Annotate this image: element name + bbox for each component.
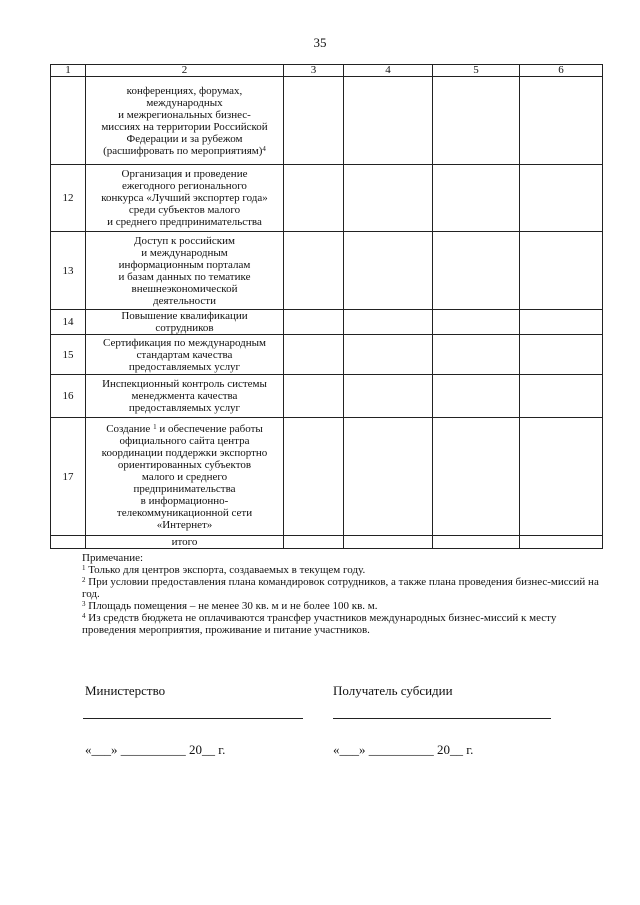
table-row	[51, 418, 603, 536]
page-number: 35	[313, 35, 327, 50]
row-name-text: предпринимательства	[133, 482, 236, 495]
row-name	[86, 335, 284, 375]
notes-title: Примечание:	[82, 552, 144, 564]
row-name-text: предоставляемых услуг	[128, 402, 241, 414]
recipient-label: Получатель субсидии	[333, 683, 453, 698]
row-number: 13	[51, 232, 86, 310]
value-cell	[520, 165, 603, 232]
row-name-text: среди субъектов малого	[128, 204, 241, 216]
value-cell	[433, 335, 520, 375]
value-cell	[284, 536, 344, 549]
row-name-line	[88, 235, 281, 247]
value-cell	[344, 335, 433, 375]
table-row	[51, 232, 603, 310]
note-number: 2	[82, 576, 86, 584]
table-row	[51, 77, 603, 165]
row-name-line	[88, 435, 281, 447]
row-name-line	[88, 471, 281, 483]
row-name	[86, 418, 284, 536]
note-item	[82, 600, 602, 612]
value-cell	[344, 165, 433, 232]
value-cell	[520, 536, 603, 549]
row-name-line	[88, 536, 281, 548]
footnote-ref: 4	[262, 144, 266, 153]
ministry-signature-line	[83, 718, 303, 719]
value-cell	[520, 77, 603, 165]
row-name-text: координации поддержки экспортно	[101, 446, 268, 459]
value-cell	[433, 310, 520, 335]
value-cell	[284, 310, 344, 335]
value-cell	[344, 375, 433, 418]
value-cell	[520, 335, 603, 375]
note-text: Площадь помещения – не менее 30 кв. м и не более 100 кв. м.	[88, 600, 378, 612]
row-name	[86, 165, 284, 232]
row-number: 17	[51, 418, 86, 536]
value-cell	[433, 418, 520, 536]
row-number	[51, 536, 86, 549]
value-cell	[344, 310, 433, 335]
table-row	[51, 165, 603, 232]
row-name-text: конференциях, форумах,	[126, 84, 243, 97]
row-number: 14	[51, 310, 86, 335]
row-name-line	[88, 180, 281, 192]
row-name-text: Инспекционный контроль системы	[102, 378, 267, 390]
row-name-text: международных	[146, 96, 223, 109]
note-text: Из средств бюджета не оплачиваются трансфер участников международных бизнес-миссий к месту проведения мероприятия, проживание и питание участников.	[82, 612, 557, 636]
row-name-line	[88, 349, 281, 361]
row-name-text: и среднего предпринимательства	[107, 216, 262, 228]
row-name-text: Федерации и за рубежом	[126, 132, 243, 145]
note-text: Только для центров экспорта, создаваемых в текущем году.	[88, 564, 366, 576]
row-name-line	[88, 390, 281, 402]
row-name-line	[88, 283, 281, 295]
row-name	[86, 375, 284, 418]
ministry-label: Министерство	[85, 683, 166, 698]
value-cell	[344, 77, 433, 165]
row-name-line	[88, 109, 281, 121]
row-name-line	[88, 495, 281, 507]
row-name-line	[88, 483, 281, 495]
row-name-line	[88, 204, 281, 216]
ministry-date-line: «___» __________ 20__ г.	[85, 742, 226, 757]
row-name	[86, 77, 284, 165]
notes-block	[82, 552, 602, 636]
value-cell	[433, 77, 520, 165]
row-name-line	[88, 402, 281, 414]
row-name-text: ежегодного регионального	[122, 180, 247, 192]
row-name	[86, 310, 284, 335]
value-cell	[520, 375, 603, 418]
value-cell	[520, 418, 603, 536]
row-name-line	[88, 247, 281, 259]
row-name-prefix: Создание	[106, 422, 154, 435]
row-name-text: телекоммуникационной сети	[116, 506, 253, 519]
column-header: 6	[520, 65, 603, 77]
row-name-text: деятельности	[153, 294, 216, 307]
row-name-line	[88, 322, 281, 334]
column-header: 3	[284, 65, 344, 77]
column-header: 1	[51, 65, 86, 77]
row-name-text: ориентированных субъектов	[117, 458, 252, 471]
note-number: 3	[82, 600, 86, 608]
row-name-text: миссиях на территории Российской	[101, 120, 268, 133]
row-name-line	[88, 97, 281, 109]
row-name-text: итого	[171, 536, 198, 548]
row-name-line	[88, 507, 281, 519]
row-name-text: информационным порталам	[118, 258, 251, 271]
row-name-text: Доступ к российским	[134, 234, 235, 247]
note-item	[82, 564, 602, 576]
value-cell	[520, 232, 603, 310]
row-name-line	[88, 271, 281, 283]
table-row	[51, 335, 603, 375]
row-name-text: и базам данных по тематике	[118, 270, 251, 283]
note-item	[82, 576, 602, 600]
row-name-text: конкурса «Лучший экспортер года»	[101, 192, 268, 204]
row-name-line	[88, 145, 281, 157]
footnote-ref: 1	[153, 422, 157, 431]
row-name-text: и международным	[141, 246, 228, 259]
row-name-text: в информационно-	[140, 494, 229, 507]
value-cell	[344, 536, 433, 549]
row-name	[86, 232, 284, 310]
row-name-text: малого и среднего	[141, 470, 228, 483]
note-item	[82, 612, 602, 636]
value-cell	[284, 375, 344, 418]
row-name-line	[88, 216, 281, 228]
row-name-line	[88, 310, 281, 322]
note-text: При условии предоставления плана командировок сотрудников, а также плана проведения бизнес-миссий на год.	[82, 576, 599, 600]
row-name-text: и обеспечение работы	[159, 422, 263, 435]
row-number: 15	[51, 335, 86, 375]
row-name-text: стандартам качества	[136, 348, 233, 361]
column-header: 4	[344, 65, 433, 77]
row-name-text: предоставляемых услуг	[128, 360, 241, 373]
row-number: 12	[51, 165, 86, 232]
value-cell	[433, 536, 520, 549]
note-number: 4	[82, 612, 86, 620]
row-name-line	[88, 447, 281, 459]
row-name-line	[88, 519, 281, 531]
row-name-line	[88, 378, 281, 390]
note-number: 1	[82, 564, 86, 572]
row-number: 16	[51, 375, 86, 418]
row-name-text: внешнеэкономической	[131, 282, 238, 295]
row-number	[51, 77, 86, 165]
row-name-text: официального сайта центра	[119, 434, 250, 447]
value-cell	[344, 232, 433, 310]
table-row	[51, 310, 603, 335]
expense-table	[50, 64, 603, 549]
value-cell	[284, 77, 344, 165]
table-header-row	[51, 65, 603, 77]
row-name-text: Организация и проведение	[121, 168, 248, 180]
table-row	[51, 375, 603, 418]
row-name-line	[88, 423, 281, 435]
row-name-text: менеджмента качества	[131, 390, 238, 402]
value-cell	[433, 375, 520, 418]
row-name-line	[88, 361, 281, 373]
column-header: 2	[86, 65, 284, 77]
value-cell	[433, 165, 520, 232]
row-name-line	[88, 168, 281, 180]
row-name-line	[88, 121, 281, 133]
row-name-text: Повышение квалификации	[121, 310, 248, 322]
row-name-text: (расшифровать по мероприятиям)	[103, 144, 263, 157]
row-name-text: сотрудников	[155, 322, 214, 334]
row-name-text: и межрегиональных бизнес-	[118, 108, 251, 121]
value-cell	[284, 335, 344, 375]
row-name-line	[88, 295, 281, 307]
value-cell	[284, 165, 344, 232]
value-cell	[284, 232, 344, 310]
table-row	[51, 536, 603, 549]
row-name-line	[88, 133, 281, 145]
value-cell	[520, 310, 603, 335]
row-name-line	[88, 85, 281, 97]
row-name-line	[88, 259, 281, 271]
recipient-date-line: «___» __________ 20__ г.	[333, 742, 474, 757]
row-name	[86, 536, 284, 549]
value-cell	[433, 232, 520, 310]
row-name-line	[88, 337, 281, 349]
row-name-text: «Интернет»	[156, 518, 213, 531]
row-name-line	[88, 192, 281, 204]
value-cell	[284, 418, 344, 536]
value-cell	[344, 418, 433, 536]
row-name-text: Сертификация по международным	[102, 336, 267, 349]
column-header: 5	[433, 65, 520, 77]
row-name-line	[88, 459, 281, 471]
recipient-signature-line	[333, 718, 551, 719]
